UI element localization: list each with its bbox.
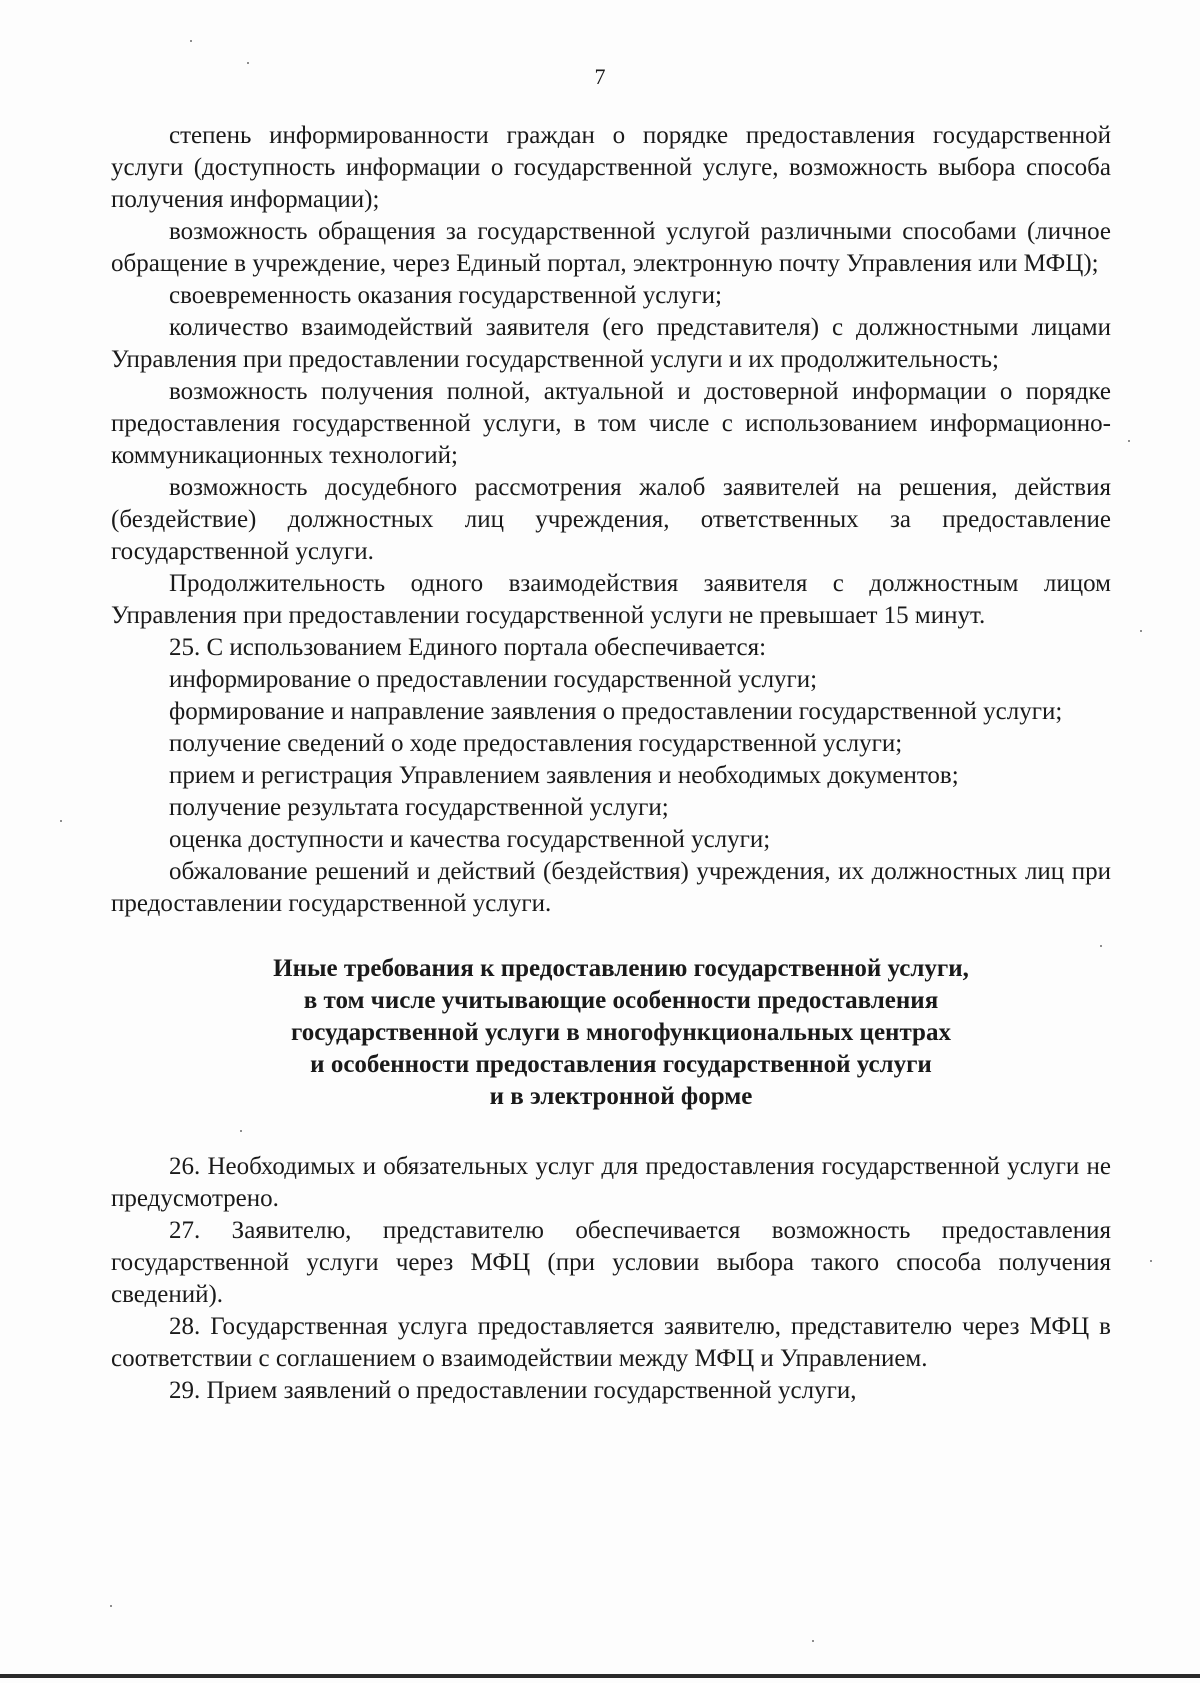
paragraph-item-28: 28. Государственная услуга предоставляется заявителю, представителю через МФЦ в соответствии с соглашением о взаимодействии между МФЦ и Управлением. [111, 1313, 1111, 1372]
paragraph: возможность получения полной, актуальной и достоверной информации о порядке предоставления государственной услуги, в том числе с использованием информационно-коммуникационных технологий; [111, 378, 1111, 469]
paragraph: Продолжительность одного взаимодействия заявителя с должностным лицом Управления при предоставлении государственной услуги не превышает 15 минут. [111, 570, 1111, 629]
paragraph-item-27: 27. Заявителю, представителю обеспечивается возможность предоставления государственной услуги через МФЦ (при условии выбора такого способа получения сведений). [111, 1217, 1111, 1308]
paragraph: степень информированности граждан о порядке предоставления государственной услуги (доступность информации о государственной услуге, возможность выбора способа получения информации); [111, 122, 1111, 213]
scan-speck [240, 1130, 242, 1132]
section-heading-line: и особенности предоставления государственной услуги [310, 1051, 932, 1078]
paragraph: оценка доступности и качества государственной услуги; [169, 826, 771, 853]
paragraph: количество взаимодействий заявителя (его представителя) с должностными лицами Управления при предоставлении государственной услуги и их продолжительность; [111, 314, 1111, 373]
paragraph-item-25: 25. С использованием Единого портала обеспечивается: [169, 634, 767, 661]
scan-speck [1140, 630, 1142, 632]
scan-speck [60, 820, 62, 822]
scan-speck [190, 40, 192, 42]
paragraph-item-26: 26. Необходимых и обязательных услуг для предоставления государственной услуги не предусмотрено. [111, 1153, 1111, 1212]
page-number: 7 [594, 64, 606, 89]
paragraph: обжалование решений и действий (бездействия) учреждения, их должностных лиц при предоставлении государственной услуги. [111, 858, 1111, 917]
section-heading-line: и в электронной форме [489, 1083, 753, 1110]
paragraph: возможность обращения за государственной услугой различными способами (личное обращение в учреждение, через Единый портал, электронную почту Управления или МФЦ); [111, 218, 1111, 277]
section-heading-line: в том числе учитывающие особенности предоставления [303, 987, 939, 1014]
scan-speck [1100, 945, 1102, 947]
section-heading-line: государственной услуги в многофункциональных центрах [291, 1019, 951, 1046]
scan-speck [1150, 1260, 1152, 1262]
paragraph: своевременность оказания государственной услуги; [169, 282, 722, 309]
document-body [111, 120, 1111, 1407]
scan-bottom-edge [0, 1674, 1200, 1678]
scan-speck [812, 1640, 814, 1642]
paragraph: получение результата государственной услуги; [169, 794, 669, 821]
scan-speck [247, 62, 249, 64]
paragraph-item-29: 29. Прием заявлений о предоставлении государственной услуги, [169, 1377, 857, 1404]
paragraph: формирование и направление заявления о предоставлении государственной услуги; [169, 698, 1063, 725]
section-heading [111, 953, 1111, 1113]
paragraph: получение сведений о ходе предоставления государственной услуги; [169, 730, 903, 757]
scan-speck [1128, 440, 1130, 442]
paragraph: возможность досудебного рассмотрения жалоб заявителей на решения, действия (бездействие) должностных лиц учреждения, ответственных за предоставление государственной услуги. [111, 474, 1111, 565]
paragraph: информирование о предоставлении государственной услуги; [169, 666, 818, 693]
scan-speck [110, 1605, 112, 1607]
paragraph: прием и регистрация Управлением заявления и необходимых документов; [169, 762, 959, 789]
section-heading-line: Иные требования к предоставлению государственной услуги, [273, 955, 969, 982]
